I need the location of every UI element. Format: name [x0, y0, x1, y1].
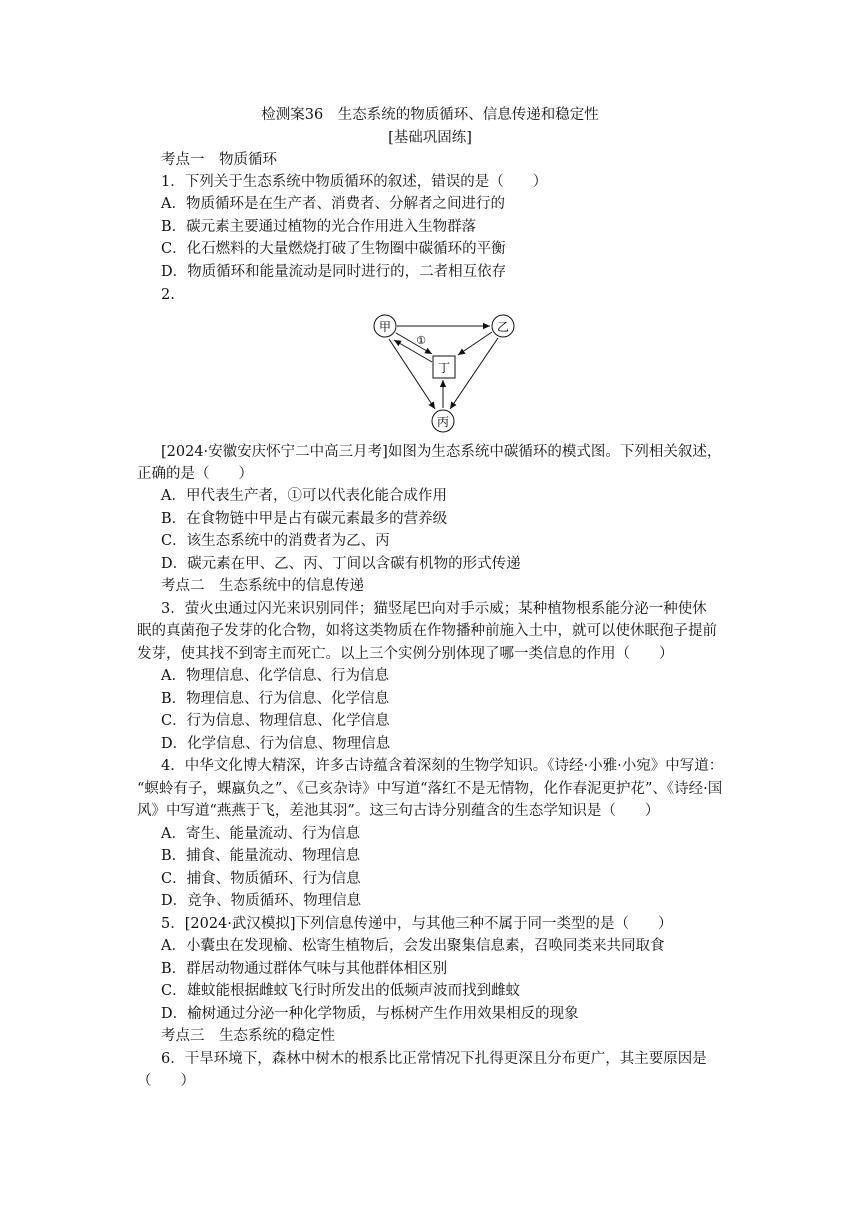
node-ding-label: 丁	[437, 361, 451, 375]
option-d: D．竞争、物质循环、物理信息	[161, 893, 362, 909]
option-c: C．化石燃料的大量燃烧打破了生物圈中碳循环的平衡	[161, 241, 506, 257]
carbon-cycle-diagram	[366, 310, 526, 435]
option-a: A．甲代表生产者，①可以代表化能合成作用	[161, 488, 447, 504]
arrow-yi-to-bing	[450, 338, 498, 409]
option-d: D．榆树通过分泌一种化学物质，与栎树产生作用效果相反的现象	[161, 1006, 579, 1022]
question-stem: 3．萤火虫通过闪光来识别同伴；猫竖尾巴向对手示威；某种植物根系能分泌一种使休	[161, 601, 707, 617]
question-stem: 4．中华文化博大精深，许多古诗蕴含着深刻的生物学知识。《诗经·小雅·小宛》中写道：	[161, 758, 724, 774]
option-b: B．物理信息、行为信息、化学信息	[161, 691, 390, 707]
question-stem: [2024·安徽安庆怀宁二中高三月考]如图为生态系统中碳循环的模式图。下列相关叙述，	[161, 444, 722, 460]
question-stem-cont: （ ）	[137, 1073, 195, 1089]
option-d: D．碳元素在甲、乙、丙、丁间以含碳有机物的形式传递	[161, 556, 521, 572]
page-title: 检测案36 生态系统的物质循环、信息传递和稳定性	[261, 107, 599, 123]
question-stem-cont: 发芽，使其找不到寄主而死亡。以上三个实例分别体现了哪一类信息的作用（ ）	[137, 646, 674, 662]
option-c: C．雄蚊能根据雌蚊飞行时所发出的低频声波而找到雌蚊	[161, 983, 521, 999]
option-b: B．捕食、能量流动、物理信息	[161, 848, 361, 864]
question-stem-cont: 正确的是（ ）	[137, 466, 253, 482]
arrow-jia-to-ding	[396, 333, 432, 354]
node-jia-label: 甲	[378, 320, 392, 334]
question-stem-cont: 眠的真菌孢子发芽的化合物，如将这类物质在作物播种前施入土中，就可以使休眠孢子提前	[137, 623, 717, 639]
option-a: A．寄生、能量流动、行为信息	[161, 826, 360, 842]
option-a: A．物理信息、化学信息、行为信息	[161, 668, 389, 684]
option-c: C．行为信息、物理信息、化学信息	[161, 713, 390, 729]
question-stem: 6．干旱环境下，森林中树木的根系比正常情况下扎得更深且分布更广，其主要原因是	[161, 1051, 707, 1067]
question-stem: 1．下列关于生态系统中物质循环的叙述，错误的是（ ）	[161, 174, 548, 190]
node-yi-label: 乙	[496, 320, 510, 334]
question-stem: 5．[2024·武汉模拟]下列信息传递中，与其他三种不属于同一类型的是（ ）	[161, 916, 673, 932]
section-heading: 考点二 生态系统中的信息传递	[161, 578, 364, 594]
marker-label: ①	[416, 334, 426, 347]
question-stem-cont: 风》中写道“燕燕于飞，差池其羽”。这三句古诗分别蕴含的生态学知识是（ ）	[137, 803, 660, 819]
node-bing-label: 丙	[436, 415, 450, 429]
page-subtitle: [基础巩固练]	[388, 130, 472, 146]
option-b: B．群居动物通过群体气味与其他群体相区别	[161, 961, 448, 977]
option-c: C．该生态系统中的消费者为乙、丙	[161, 533, 390, 549]
option-c: C．捕食、物质循环、行为信息	[161, 871, 361, 887]
option-b: B．在食物链中甲是占有碳元素最多的营养级	[161, 511, 448, 527]
option-a: A．物质循环是在生产者、消费者、分解者之间进行的	[161, 196, 505, 212]
option-a: A．小囊虫在发现榆、松寄生植物后，会发出聚集信息素，召唤同类来共同取食	[161, 938, 665, 954]
section-heading: 考点一 物质循环	[161, 152, 277, 168]
option-d: D．化学信息、行为信息、物理信息	[161, 736, 391, 752]
arrow-jia-to-bing	[389, 339, 435, 409]
arrow-yi-to-ding	[458, 332, 492, 355]
option-d: D．物质循环和能量流动是同时进行的，二者相互依存	[161, 264, 507, 280]
question-stem-cont: “螟蛉有子，蜾蠃负之”、《己亥杂诗》中写道“落红不是无情物，化作春泥更护花”、《诗经·国	[137, 781, 723, 797]
section-heading: 考点三 生态系统的稳定性	[161, 1028, 335, 1044]
option-b: B．碳元素主要通过植物的光合作用进入生物群落	[161, 219, 477, 235]
question-number: 2.	[161, 287, 175, 303]
